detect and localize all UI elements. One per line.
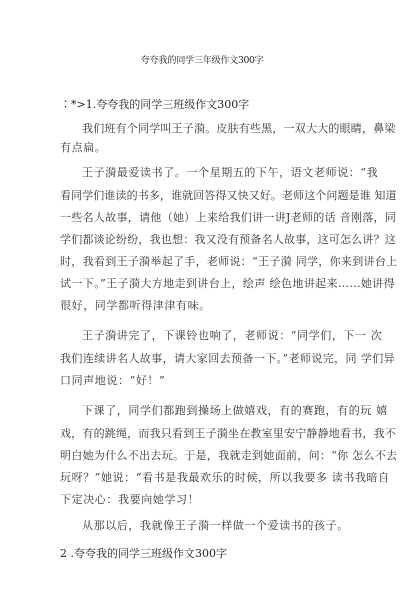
paragraph-line: 看同学们谁读的书多，谁就回答得又快又好。老师这个问题是谁 知道 <box>60 189 397 202</box>
paragraph-line: 试一下。”王子漪大方地走到讲台上，绘声 绘色地讲起来……她讲得 <box>60 277 396 290</box>
paragraph-line: 我们连续讲名人故事，请大家回去预备一下。”老师说完，同 学们异 <box>60 352 396 365</box>
paragraph-line: 下定决心：我要向她学习！ <box>60 493 200 506</box>
paragraph-line: 一些名人故事，请他（她）上来给我们讲一讲J老师的话 音刚落，同 <box>60 211 397 224</box>
paragraph-line: 学们都谈论纷纷，我也想：我又没有预备名人故事，这可怎么讲？这 <box>60 233 396 246</box>
paragraph-line: 我们班有个同学叫王子漪。皮肤有些黑，一双大大的眼睛，鼻梁 <box>82 122 396 135</box>
document-title: 夸夸我的同学三年级作文300字 <box>140 55 264 66</box>
paragraph-line: 很好，同学都听得津津有味。 <box>60 299 211 312</box>
paragraph-line: 口同声地说：“好！” <box>60 374 166 387</box>
paragraph-line: 明白她为什么不出去玩。于是，我就走到她面前，问：“你 怎么不去 <box>60 449 398 462</box>
paragraph-line: 从那以后，我就像王子漪一样做一个爱读书的孩子。 <box>82 519 349 532</box>
section-2-heading: 2 .夸夸我的同学三班级作文300字 <box>60 547 227 560</box>
paragraph-line: 王子漪讲完了，下课铃也响了，老师说：“同学们，下一 次 <box>82 329 383 342</box>
paragraph-line: 时，我看到王子漪举起了手，老师说：“王子漪 同学，你来到讲台上 <box>60 255 398 268</box>
paragraph-line: 玩呀？”她说：“看书是我最欢乐的时候，所以我要多 读书我暗自 <box>60 471 390 484</box>
paragraph-line: 有点扁。 <box>60 141 107 154</box>
paragraph-line: 下课了，同学们都跑到操场上做嬉戏，有的赛跑，有的玩 嬉 <box>82 404 388 417</box>
paragraph-line: 戏，有的跳绳，而我只看到王子漪坐在教室里安宁静静地看书，我不 <box>60 427 396 440</box>
section-1-heading: ∶*>1.夸夸我的同学三班级作文300字 <box>60 98 250 111</box>
paragraph-line: 王子漪最爱读书了。一个星期五的下午，语文老师说：“我 <box>82 166 379 179</box>
